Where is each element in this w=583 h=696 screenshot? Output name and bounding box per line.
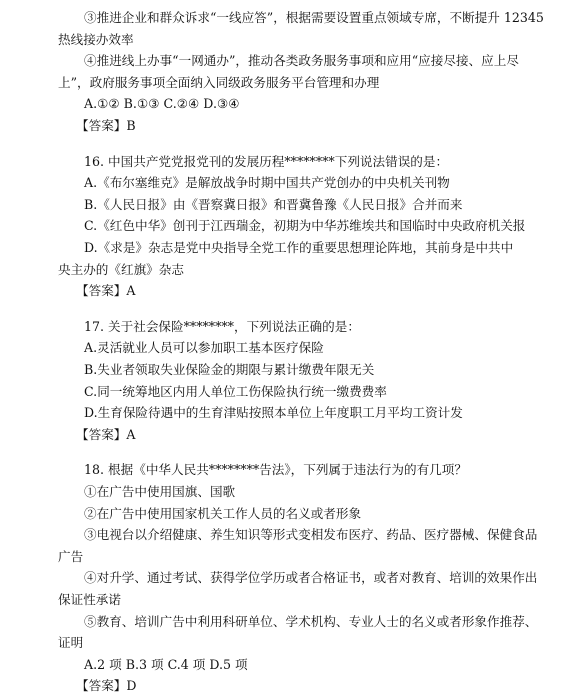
q18-item3-line1: ③电视台以介绍健康、养生知识等形式变相发布医疗、药品、医疗器械、保健食品 — [84, 527, 538, 543]
q17-option-d: D.生育保险待遇中的生育津贴按照本单位上年度职工月平均工资计发 — [84, 405, 463, 421]
q16-answer: 【答案】A — [76, 283, 136, 299]
q18-item5-line1: ⑤教育、培训广告中利用科研单位、学术机构、专业人士的名义或者形象作推荐、 — [84, 613, 538, 629]
q17-stem: 17. 关于社会保险********，下列说法正确的是： — [84, 318, 360, 334]
q18-options: A.2 项 B.3 项 C.4 项 D.5 项 — [84, 656, 248, 672]
q17-option-c: C.同一统筹地区内用人单位工伤保险执行统一缴费费率 — [84, 383, 387, 399]
q18-item5-line2: 证明 — [58, 635, 84, 651]
q16-option-a: A.《布尔塞维克》是解放战争时期中国共产党创办的中央机关刊物 — [84, 175, 450, 191]
q15-options: A.①② B.①③ C.②④ D.③④ — [84, 96, 240, 112]
q16-option-d-line1: D.《求是》杂志是党中央指导全党工作的重要思想理论阵地，其前身是中共中 — [84, 240, 514, 255]
q18-item4-line1: ④对升学、通过考试、获得学位学历或者合格证书，或者对教育、培训的效果作出 — [84, 570, 538, 586]
q15-item3-line2: 热线接办效率 — [58, 31, 134, 47]
q15-answer: 【答案】B — [76, 118, 136, 133]
q18-item2: ②在广告中使用国家机关工作人员的名义或者形象 — [84, 505, 362, 521]
q18-answer: 【答案】D — [76, 678, 137, 694]
q16-option-b: B.《人民日报》由《晋察冀日报》和晋冀鲁豫《人民日报》合并而来 — [84, 196, 463, 212]
q17-option-b: B.失业者领取失业保险金的期限与累计缴费年限无关 — [84, 362, 375, 377]
q16-stem: 16. 中国共产党党报党刊的发展历程********下列说法错误的是： — [84, 153, 449, 169]
q18-stem: 18. 根据《中华人民共********告法》，下列属于违法行为的有几项？ — [84, 462, 467, 478]
q18-item4-line2: 保证性承诺 — [58, 592, 121, 607]
q15-item3-line1: ③推进企业和群众诉求“一线应答”，根据需要设置重点领域专席，不断提升 12345 — [84, 10, 544, 25]
q18-item1: ①在广告中使用国旗、国歌 — [84, 484, 236, 499]
q17-answer: 【答案】A — [76, 426, 136, 442]
q18-item3-line2: 广告 — [58, 548, 84, 564]
q16-option-c: C.《红色中华》创刊于江西瑞金，初期为中华苏维埃共和国临时中央政府机关报 — [84, 218, 526, 234]
q15-item4-line2: 上”，政府服务事项全面纳入同级政务服务平台管理和办理 — [58, 74, 380, 90]
q15-item4-line1: ④推进线上办事“一网通办”，推动各类政务服务事项和应用“应接尽接、应上尽 — [84, 53, 519, 69]
q17-option-a: A.灵活就业人员可以参加职工基本医疗保险 — [84, 340, 324, 356]
q16-option-d-line2: 央主办的《红旗》杂志 — [58, 261, 184, 277]
